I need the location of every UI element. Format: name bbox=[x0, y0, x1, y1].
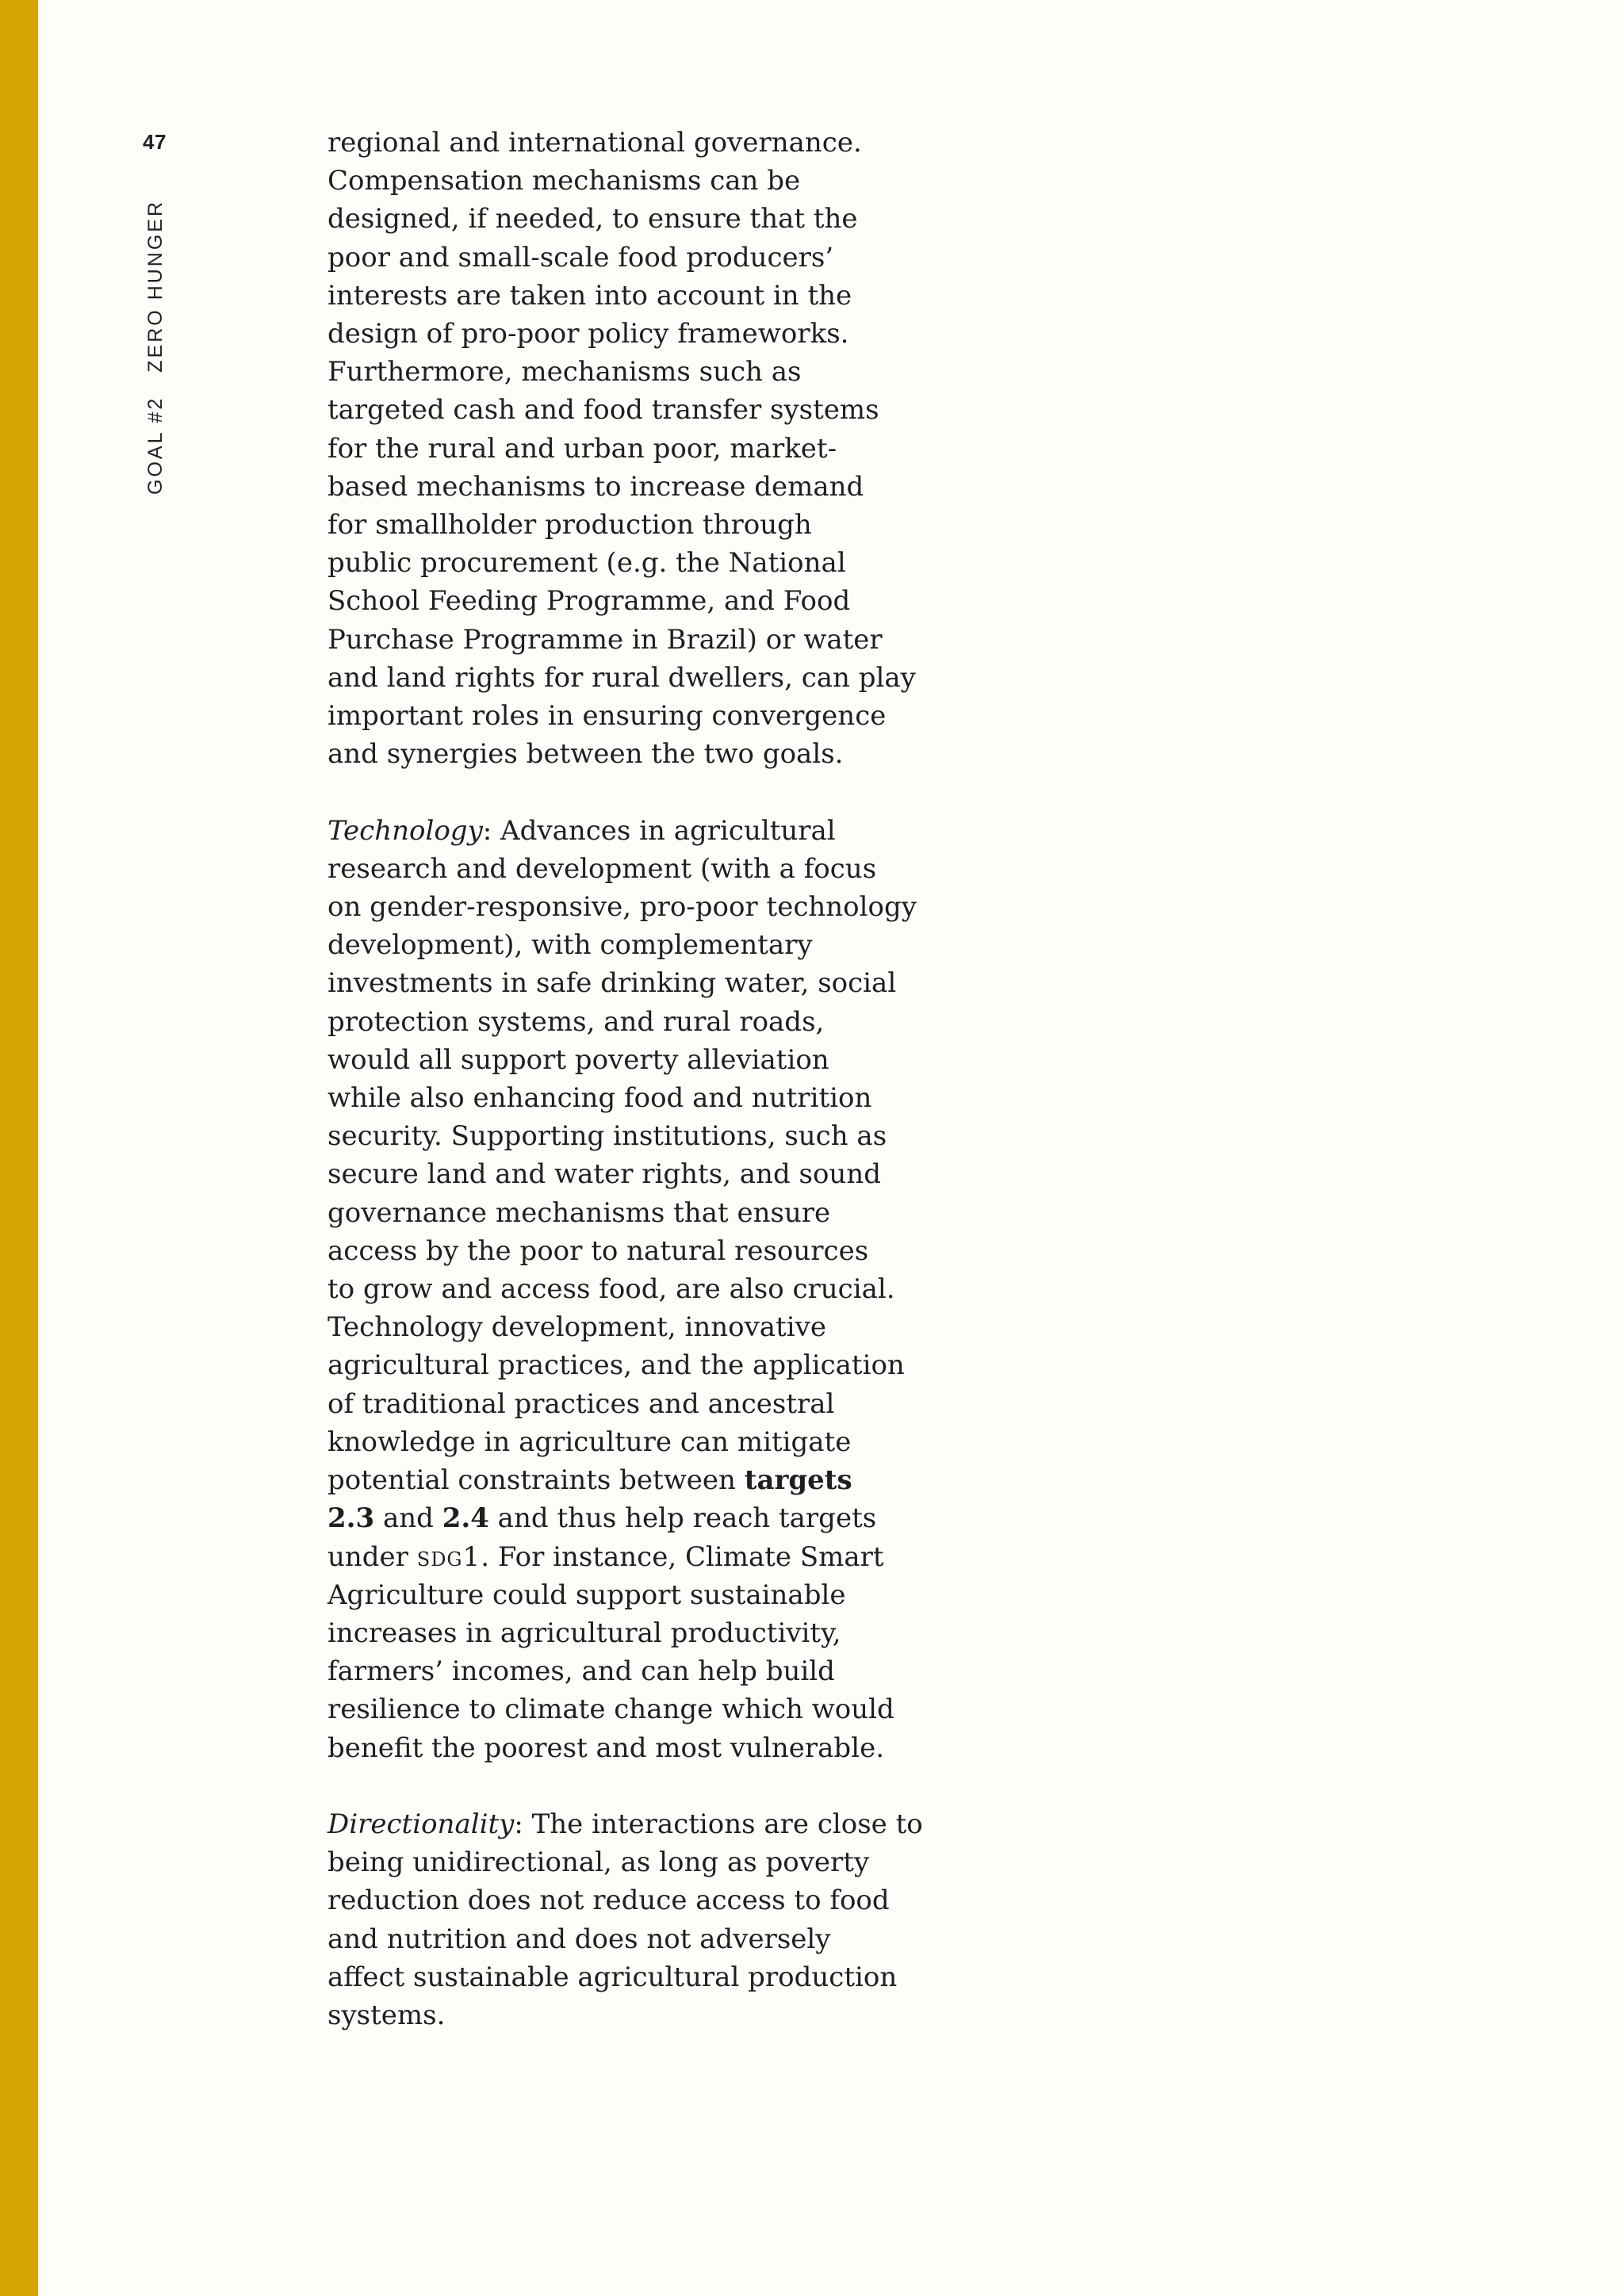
text-line: resilience to climate change which would bbox=[327, 1693, 894, 1726]
text-line: potential constraints between targets bbox=[327, 1464, 852, 1497]
text-line: affect sustainable agricultural production bbox=[327, 1961, 898, 1993]
text-line: targeted cash and food transfer systems bbox=[327, 394, 879, 427]
text-line: and nutrition and does not adversely bbox=[327, 1923, 831, 1955]
text-line: Compensation mechanisms can be bbox=[327, 165, 801, 197]
text-line: interests are taken into account in the bbox=[327, 279, 852, 312]
section-label-technology: Technology bbox=[327, 814, 483, 847]
text-line: for smallholder production through bbox=[327, 509, 812, 541]
text-line: Directionality: The interactions are close to bbox=[327, 1808, 923, 1840]
text-line: important roles in ensuring convergence bbox=[327, 700, 887, 733]
target-number: 2.3 bbox=[327, 1502, 375, 1535]
text-line: Furthermore, mechanisms such as bbox=[327, 356, 802, 388]
paragraph-technology bbox=[327, 812, 917, 1767]
text-line: School Feeding Programme, and Food bbox=[327, 585, 851, 618]
text-line: while also enhancing food and nutrition bbox=[327, 1082, 872, 1115]
text-line: of traditional practices and ancestral bbox=[327, 1387, 835, 1420]
target-reference: targets bbox=[744, 1464, 852, 1497]
page-number: 47 bbox=[143, 130, 167, 154]
text-line: agricultural practices, and the application bbox=[327, 1349, 905, 1382]
text-line: regional and international governance. bbox=[327, 127, 862, 159]
text-line: security. Supporting institutions, such as bbox=[327, 1120, 887, 1153]
text-line: and synergies between the two goals. bbox=[327, 738, 844, 771]
text-line: and land rights for rural dwellers, can play bbox=[327, 661, 916, 694]
text-line: designed, if needed, to ensure that the bbox=[327, 203, 858, 235]
goal-title: ZERO HUNGER bbox=[144, 199, 167, 373]
text-line: would all support poverty alleviation bbox=[327, 1043, 829, 1076]
text-line: Purchase Programme in Brazil) or water bbox=[327, 623, 883, 656]
text-line: knowledge in agriculture can mitigate bbox=[327, 1425, 852, 1458]
text-line: under sdg1. For instance, Climate Smart bbox=[327, 1540, 884, 1573]
text-line: farmers’ incomes, and can help build bbox=[327, 1655, 835, 1688]
text-line: investments in safe drinking water, social bbox=[327, 967, 897, 1000]
text-line: reduction does not reduce access to food bbox=[327, 1885, 890, 1917]
text-line: access by the poor to natural resources bbox=[327, 1234, 869, 1267]
text-line: Technology: Advances in agricultural bbox=[327, 814, 836, 847]
text-line: being unidirectional, as long as poverty bbox=[327, 1846, 870, 1879]
body-text bbox=[327, 124, 923, 2034]
sdg-reference: sdg1 bbox=[416, 1540, 481, 1573]
text-line: increases in agricultural productivity, bbox=[327, 1617, 841, 1649]
running-head bbox=[144, 200, 167, 495]
text-line: development), with complementary bbox=[327, 929, 813, 962]
text-line: systems. bbox=[327, 1999, 446, 2031]
text-line: 2.3 and 2.4 and thus help reach targets bbox=[327, 1502, 877, 1535]
text-line: design of pro-poor policy frameworks. bbox=[327, 318, 849, 350]
text-line: poor and small-scale food producers’ bbox=[327, 241, 834, 274]
text-line: Agriculture could support sustainable bbox=[327, 1578, 846, 1611]
section-label-directionality: Directionality bbox=[327, 1808, 515, 1840]
text-line: for the rural and urban poor, market- bbox=[327, 432, 837, 465]
text-line: protection systems, and rural roads, bbox=[327, 1005, 825, 1038]
text-line: Technology development, innovative bbox=[327, 1311, 826, 1344]
text-line: on gender-responsive, pro-poor technology bbox=[327, 891, 917, 924]
target-number: 2.4 bbox=[442, 1502, 489, 1535]
goal-label: GOAL #2 bbox=[144, 396, 167, 495]
text-line: benefit the poorest and most vulnerable. bbox=[327, 1732, 884, 1764]
text-line: research and development (with a focus bbox=[327, 852, 877, 885]
text-line: based mechanisms to increase demand bbox=[327, 470, 864, 503]
paragraph-directionality bbox=[327, 1805, 923, 2034]
text-line: to grow and access food, are also crucial. bbox=[327, 1273, 895, 1306]
text-line: public procurement (e.g. the National bbox=[327, 547, 846, 580]
side-color-bar bbox=[0, 0, 38, 2296]
text-line: secure land and water rights, and sound bbox=[327, 1158, 881, 1191]
text-line: governance mechanisms that ensure bbox=[327, 1196, 831, 1229]
paragraph-governance bbox=[327, 124, 916, 773]
